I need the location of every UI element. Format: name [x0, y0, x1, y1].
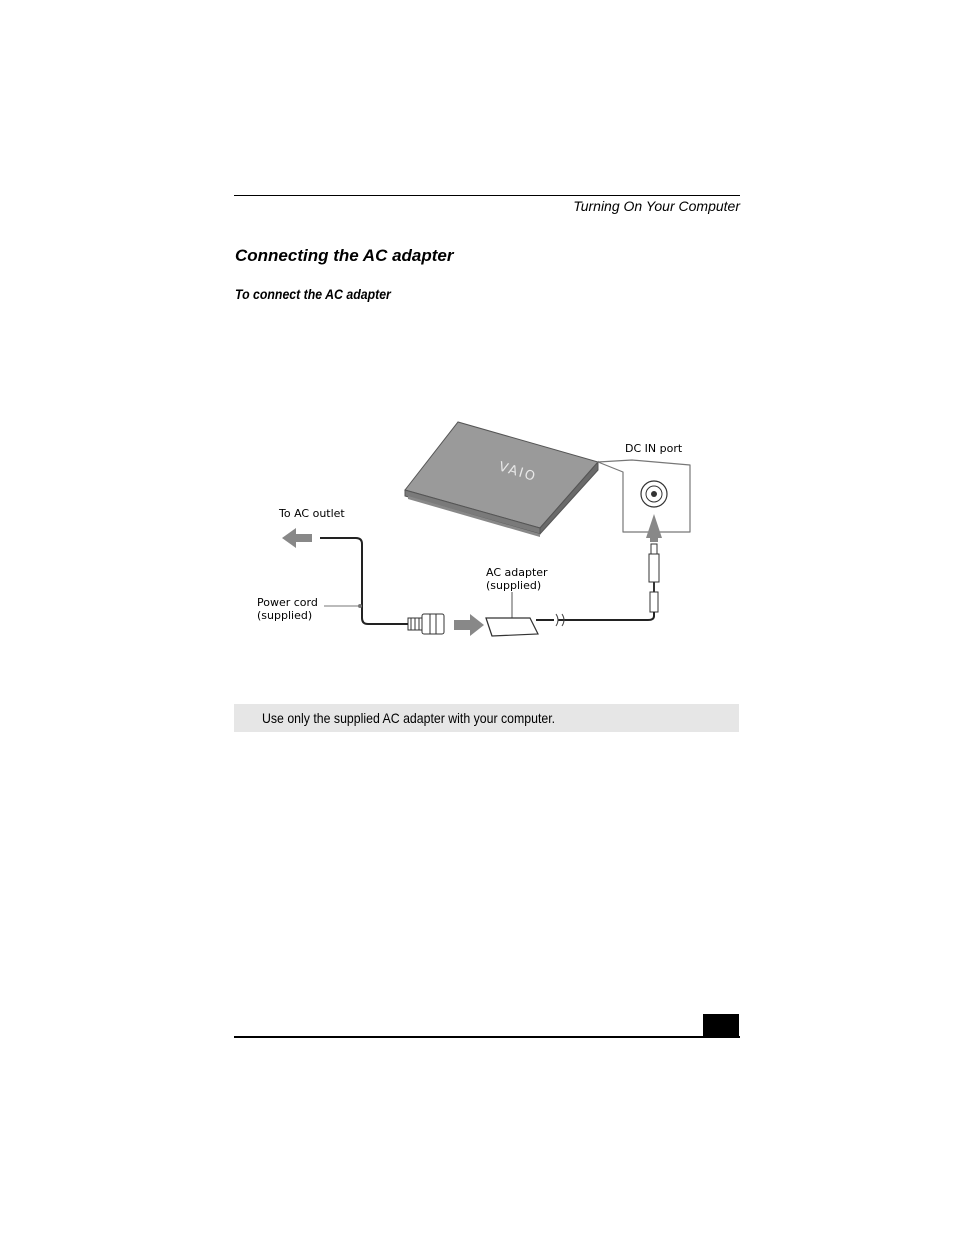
procedure-title: To connect the AC adapter — [235, 286, 391, 302]
dc-plug — [649, 544, 659, 612]
ac-adapter-label-line2: (supplied) — [486, 579, 542, 592]
arrow-left-icon — [282, 528, 312, 548]
running-header: Turning On Your Computer — [573, 198, 740, 214]
to-ac-outlet-label: To AC outlet — [279, 507, 345, 520]
note-box — [234, 704, 739, 732]
power-cord — [320, 538, 408, 624]
dc-cable — [558, 612, 654, 620]
header-rule — [234, 195, 740, 196]
ac-adapter-label-line1: AC adapter — [486, 566, 548, 579]
power-cord-label-line1: Power cord — [257, 596, 318, 609]
dc-in-port-callout — [598, 460, 690, 542]
vaio-logo: VAIO — [496, 459, 539, 486]
section-title: Connecting the AC adapter — [235, 246, 454, 265]
power-cord-plug — [408, 614, 444, 634]
power-cord-label-line2: (supplied) — [257, 609, 313, 622]
arrow-right-icon — [454, 614, 484, 636]
footer-rule — [234, 1036, 740, 1038]
ac-adapter-diagram — [240, 410, 720, 650]
ac-adapter-icon — [486, 618, 538, 636]
page-number-tab — [703, 1014, 739, 1036]
dc-in-port-label: DC IN port — [625, 442, 683, 455]
laptop-illustration — [405, 422, 598, 537]
note-text: Use only the supplied AC adapter with your computer. — [262, 710, 556, 726]
